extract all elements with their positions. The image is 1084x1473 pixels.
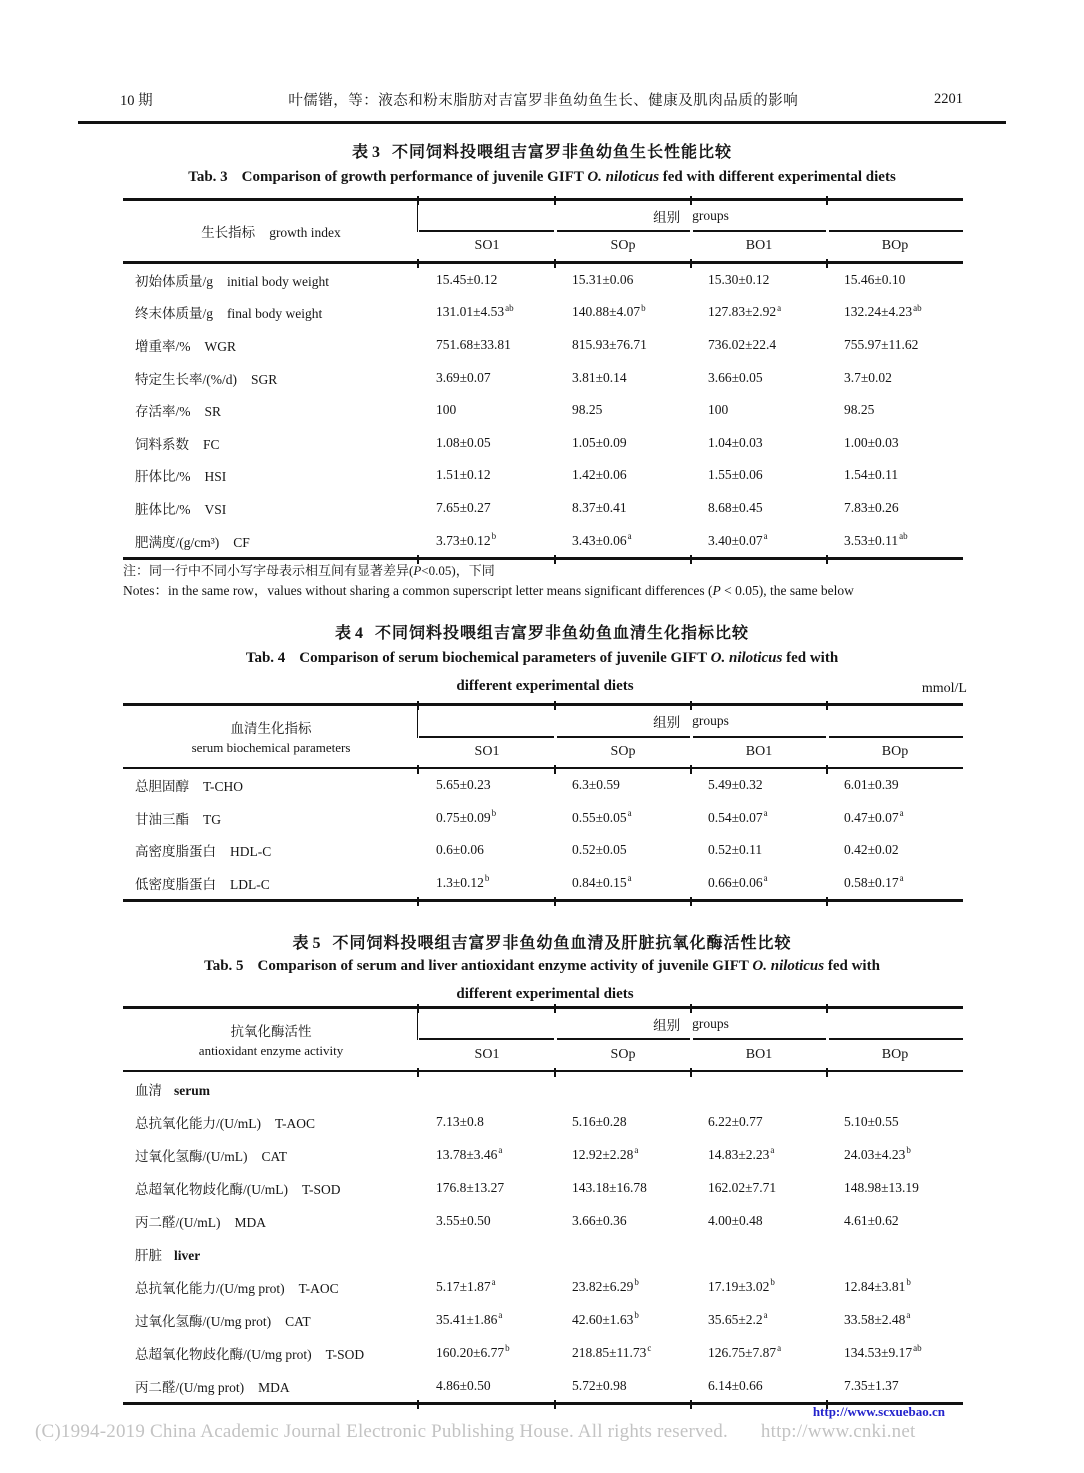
row-label: 肥满度/(g/cm³) CF — [135, 534, 250, 550]
group-underline — [419, 1038, 963, 1040]
stub-divider — [417, 1009, 418, 1040]
column-header: SOp — [610, 238, 636, 254]
table-section-row — [123, 1072, 963, 1105]
section-label: 肝脏 liver — [135, 1247, 201, 1263]
header-separator — [123, 1070, 963, 1073]
row-label: 总抗氧化能力/(U/mg prot) T-AOC — [135, 1280, 339, 1296]
row-label: 过氧化氢酶/(U/mL) CAT — [135, 1148, 288, 1164]
table-cell: 1.51±0.12 — [436, 467, 491, 483]
stub-header: 生长指标 growth index — [201, 225, 341, 240]
stub-header: 血清生化指标 serum biochemical parameters — [191, 720, 351, 755]
table-cell: 132.24±4.23$^{ab}$ — [844, 302, 922, 320]
journal-website-link[interactable]: http://www.scxuebao.cn — [812, 1404, 945, 1419]
row-label: 初始体质量/g initial body weight — [135, 273, 330, 289]
table-cell: 143.18±16.78 — [572, 1179, 647, 1195]
column-header: BOp — [881, 744, 909, 759]
table-cell: 1.42±0.06 — [572, 467, 627, 483]
table-cell: 0.84±0.15$^a$ — [572, 873, 632, 890]
table-row — [123, 524, 963, 557]
running-title: 叶儒锴，等：液态和粉末脂肪对吉富罗非鱼幼鱼生长、健康及肌肉品质的影响 — [288, 93, 799, 109]
table-cell: 35.65±2.2$^a$ — [708, 1310, 768, 1327]
table-cell: 5.49±0.32 — [708, 777, 763, 793]
group-header: 组别 groups — [653, 207, 729, 225]
table-cell: 24.03±4.23$^b$ — [844, 1145, 911, 1162]
table-row — [123, 1336, 963, 1369]
table-cell: 35.41±1.86$^a$ — [436, 1310, 503, 1327]
table-cell: 15.46±0.10 — [844, 271, 906, 287]
table-cell: 15.30±0.12 — [708, 271, 770, 287]
species-name: O. niloticus — [587, 169, 660, 185]
table-row — [123, 329, 963, 362]
table-cell: 176.8±13.27 — [436, 1179, 505, 1195]
table-serum-biochemical — [123, 703, 963, 902]
table-row — [123, 492, 963, 525]
species-name: O. niloticus — [752, 958, 825, 974]
table-row — [123, 867, 963, 900]
table-cell: 7.35±1.37 — [844, 1377, 899, 1393]
table-cell: 1.04±0.03 — [708, 434, 763, 450]
table-cell: 1.54±0.11 — [844, 467, 899, 483]
table-row — [123, 1369, 963, 1402]
row-label: 增重率/% WGR — [135, 338, 236, 354]
group-header: 组别 groups — [653, 713, 729, 730]
column-header: BO1 — [745, 744, 773, 759]
table-notes — [123, 561, 983, 601]
table-row — [123, 1171, 963, 1204]
table-body — [123, 264, 963, 557]
table3-title-zh: 表 3 不同饲料投喂组吉富罗非鱼幼鱼生长性能比较 — [351, 144, 733, 161]
row-label: 总胆固醇 T-CHO — [135, 779, 244, 795]
page-number: 2201 — [934, 91, 963, 107]
table-cell: 4.00±0.48 — [708, 1212, 763, 1228]
issue-number: 10 期 — [120, 93, 153, 109]
table-cell: 6.3±0.59 — [572, 777, 620, 793]
row-label: 存活率/% SR — [135, 404, 222, 420]
stub-divider — [417, 201, 418, 232]
cnki-link-text: http://www.cnki.net — [760, 1421, 916, 1442]
table-cell: 3.81±0.14 — [572, 369, 627, 385]
table-cell: 3.40±0.07$^a$ — [708, 531, 768, 548]
table-cell: 0.75±0.09$^b$ — [436, 808, 497, 825]
table-cell: 23.82±6.29$^b$ — [572, 1277, 639, 1294]
table-row — [123, 1138, 963, 1171]
table-cell: 13.78±3.46$^a$ — [436, 1145, 503, 1162]
table-bottom-rule — [123, 899, 963, 902]
column-header: SOp — [610, 744, 636, 759]
unit-label: mmol/L — [921, 681, 967, 696]
group-underline — [419, 736, 963, 738]
table-cell: 134.53±9.17$^{ab}$ — [844, 1343, 922, 1360]
table-cell: 98.25 — [572, 402, 603, 418]
table-growth-performance — [123, 198, 963, 560]
column-header: SOp — [610, 1046, 636, 1062]
table5-title-zh: 表 5 不同饲料投喂组吉富罗非鱼幼鱼血清及肝脏抗氧化酶活性比较 — [292, 935, 792, 952]
table-row — [123, 1303, 963, 1336]
table-bottom-rule — [123, 557, 963, 560]
table-cell: 3.66±0.36 — [572, 1212, 627, 1228]
column-header: SO1 — [474, 1046, 500, 1062]
table-cell: 4.61±0.62 — [844, 1212, 899, 1228]
table-cell: 8.37±0.41 — [572, 499, 627, 515]
table-cell: 15.45±0.12 — [436, 271, 498, 287]
table-cell: 0.52±0.11 — [708, 842, 763, 858]
table-cell: 5.16±0.28 — [572, 1113, 627, 1129]
table5-title-en: Tab. 5 Comparison of serum and liver antioxidant enzyme activity of juvenile GIFT O. niloticus fed with — [204, 958, 880, 974]
table-cell: 1.3±0.12$^b$ — [436, 873, 490, 890]
table-row — [123, 459, 963, 492]
table-cell: 0.47±0.07$^a$ — [844, 808, 904, 825]
table-cell: 0.55±0.05$^a$ — [572, 808, 632, 825]
table-cell: 140.88±4.07$^b$ — [572, 302, 646, 320]
group-header: 组别 groups — [653, 1015, 729, 1033]
table-row — [123, 1204, 963, 1237]
section-label: 血清 serum — [135, 1082, 210, 1098]
copyright-watermark: (C)1994-2019 China Academic Journal Electronic Publishing House. All rights reserved. http://www.cnki.net — [35, 1421, 916, 1442]
table-row — [123, 1105, 963, 1138]
table-cell: 3.53±0.11$^{ab}$ — [844, 531, 908, 548]
row-label: 低密度脂蛋白 LDL-C — [135, 876, 270, 892]
table-cell: 3.43±0.06$^a$ — [572, 531, 632, 548]
table-cell: 3.7±0.02 — [844, 369, 892, 385]
row-label: 终末体质量/g final body weight — [135, 306, 323, 322]
table-cell: 6.22±0.77 — [708, 1113, 763, 1129]
table-row — [123, 426, 963, 459]
table-cell: 7.65±0.27 — [436, 499, 491, 515]
table-cell: 218.85±11.73$^c$ — [572, 1343, 652, 1360]
table-cell: 6.01±0.39 — [844, 777, 899, 793]
row-label: 总超氧化物歧化酶/(U/mL) T-SOD — [135, 1181, 341, 1197]
column-header: BOp — [881, 238, 909, 254]
table-cell: 0.66±0.06$^a$ — [708, 873, 768, 890]
table-row — [123, 769, 963, 802]
table-cell: 15.31±0.06 — [572, 271, 634, 287]
table-cell: 98.25 — [844, 402, 875, 418]
table-cell: 1.00±0.03 — [844, 434, 899, 450]
table-cell: 1.55±0.06 — [708, 467, 763, 483]
row-label: 丙二醛/(U/mL) MDA — [135, 1214, 267, 1230]
table-cell: 0.54±0.07$^a$ — [708, 808, 768, 825]
column-header: BO1 — [745, 238, 773, 254]
table-cell: 5.65±0.23 — [436, 777, 491, 793]
table-section-row — [123, 1237, 963, 1270]
table-row — [123, 296, 963, 329]
column-header: SO1 — [474, 238, 500, 254]
table-cell: 3.66±0.05 — [708, 369, 763, 385]
row-label: 甘油三酯 TG — [135, 811, 221, 827]
table-cell: 5.72±0.98 — [572, 1377, 627, 1393]
table-cell: 33.58±2.48$^a$ — [844, 1310, 911, 1327]
table-cell: 8.68±0.45 — [708, 499, 763, 515]
table-row — [123, 361, 963, 394]
stub-header: 抗氧化酶活性 antioxidant enzyme activity — [198, 1023, 344, 1058]
table-cell: 12.84±3.81$^b$ — [844, 1277, 911, 1294]
table-cell: 751.68±33.81 — [436, 336, 511, 352]
table-cell: 100 — [436, 402, 457, 418]
table-cell: 1.05±0.09 — [572, 434, 627, 450]
table-cell: 0.58±0.17$^a$ — [844, 873, 904, 890]
table-row — [123, 1270, 963, 1303]
table-cell: 0.52±0.05 — [572, 842, 627, 858]
table-cell: 42.60±1.63$^b$ — [572, 1310, 639, 1327]
column-header: BO1 — [745, 1046, 773, 1062]
header-separator — [123, 767, 963, 770]
table-cell: 100 — [708, 402, 729, 418]
table-body — [123, 1072, 963, 1402]
table-cell: 815.93±76.71 — [572, 336, 647, 352]
row-label: 过氧化氢酶/(U/mg prot) CAT — [135, 1313, 311, 1329]
row-label: 总抗氧化能力/(U/mL) T-AOC — [135, 1115, 316, 1131]
table-cell: 5.17±1.87$^a$ — [436, 1277, 496, 1294]
table5-title-en-line2: different experimental diets — [456, 986, 634, 1002]
table-row — [123, 394, 963, 427]
table-cell: 1.08±0.05 — [436, 434, 491, 450]
table-body — [123, 769, 963, 899]
table-cell: 131.01±4.53$^{ab}$ — [436, 302, 514, 320]
table-cell: 162.02±7.71 — [708, 1179, 777, 1195]
table-cell: 17.19±3.02$^b$ — [708, 1277, 775, 1294]
row-label: 脏体比/% VSI — [135, 501, 227, 517]
table-cell: 6.14±0.66 — [708, 1377, 763, 1393]
table-cell: 736.02±22.4 — [708, 336, 777, 352]
row-label: 饲料系数 FC — [135, 436, 220, 452]
table-cell: 0.6±0.06 — [436, 842, 484, 858]
note-en: Notes：in the same row，values without sharing a common superscript letter means significant differences (P < 0.05), the same below — [123, 583, 854, 598]
table-antioxidant-enzyme — [123, 1006, 963, 1405]
row-label: 肝体比/% HSI — [135, 469, 227, 485]
column-header: SO1 — [474, 744, 500, 759]
table3-title-en: Tab. 3 Comparison of growth performance of juvenile GIFT O. niloticus fed with different experimental diets — [188, 169, 896, 185]
table-cell: 127.83±2.92$^a$ — [708, 302, 782, 320]
table4-title-en: Tab. 4 Comparison of serum biochemical parameters of juvenile GIFT O. niloticus fed with — [245, 650, 839, 666]
table-cell: 0.42±0.02 — [844, 842, 899, 858]
table-cell: 4.86±0.50 — [436, 1377, 491, 1393]
note-zh: 注：同一行中不同小写字母表示相互间有显著差异(P<0.05)，下同 — [123, 563, 495, 578]
row-label: 总超氧化物歧化酶/(U/mg prot) T-SOD — [135, 1346, 365, 1362]
table-cell: 14.83±2.23$^a$ — [708, 1145, 775, 1162]
table-row — [123, 802, 963, 835]
header-separator — [123, 261, 963, 264]
table-cell: 755.97±11.62 — [844, 336, 919, 352]
header-rule — [78, 121, 1006, 124]
table-cell: 148.98±13.19 — [844, 1179, 919, 1195]
table-header — [123, 706, 963, 767]
table4-title-en-line2: different experimental diets mmol/L — [456, 678, 967, 696]
table-cell: 126.75±7.87$^a$ — [708, 1343, 782, 1360]
table-cell: 3.73±0.12$^b$ — [436, 531, 497, 548]
table-cell: 12.92±2.28$^a$ — [572, 1145, 639, 1162]
table-cell: 3.55±0.50 — [436, 1212, 491, 1228]
row-label: 丙二醛/(U/mg prot) MDA — [135, 1379, 290, 1395]
table-cell: 7.83±0.26 — [844, 499, 899, 515]
column-header: BOp — [881, 1046, 909, 1062]
table4-title-zh: 表 4 不同饲料投喂组吉富罗非鱼幼鱼血清生化指标比较 — [334, 625, 750, 642]
stub-divider — [417, 706, 418, 738]
table-row — [123, 264, 963, 297]
table-header — [123, 201, 963, 261]
row-label: 特定生长率/(%/d) SGR — [135, 371, 278, 387]
table-row — [123, 834, 963, 867]
table-cell: 3.69±0.07 — [436, 369, 491, 385]
row-label: 高密度脂蛋白 HDL-C — [135, 844, 272, 860]
table-cell: 160.20±6.77$^b$ — [436, 1343, 510, 1360]
group-underline — [419, 230, 963, 232]
running-head — [78, 89, 1006, 110]
table-header — [123, 1009, 963, 1070]
species-name: O. niloticus — [710, 650, 783, 666]
table-cell: 7.13±0.8 — [436, 1113, 484, 1129]
table-cell: 5.10±0.55 — [844, 1113, 899, 1129]
